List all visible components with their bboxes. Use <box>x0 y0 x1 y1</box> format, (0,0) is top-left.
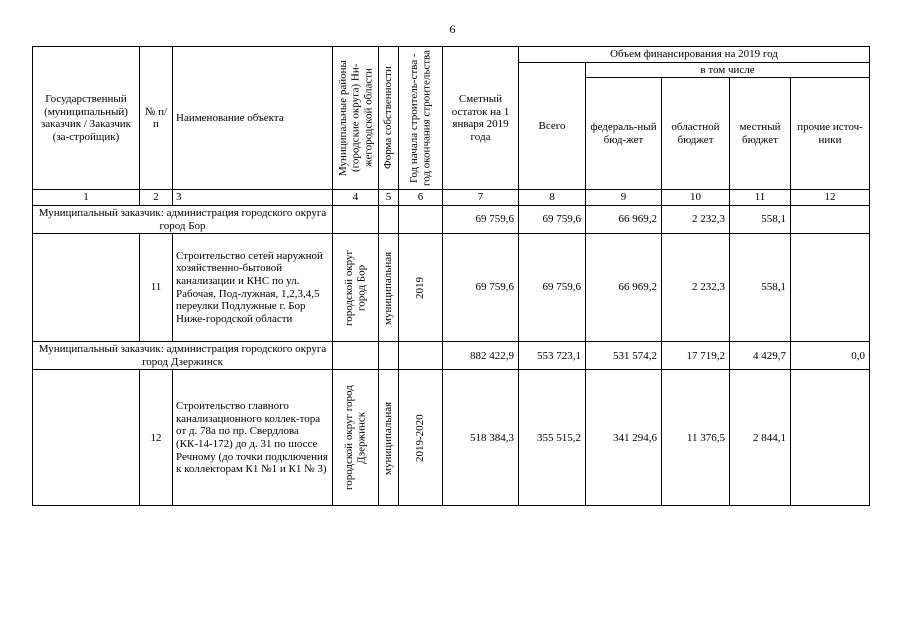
index-cell: 8 <box>519 190 586 206</box>
header-subgroup: в том числе <box>586 62 870 78</box>
total-cell: 69 759,6 <box>519 205 586 233</box>
federal-cell: 341 294,6 <box>586 370 662 506</box>
customer-cell: Муниципальный заказчик: администрация городского округа город Бор <box>33 205 333 233</box>
object-name-cell: Строительство главного канализационного коллек-тора от д. 78а по пр. Свердлова (КК-14-172) до д. 31 по шоссе Речному (до точки подключения к коллекторам К1 №1 и К1 № 3) <box>173 370 333 506</box>
local-cell: 558,1 <box>730 234 791 342</box>
estimate-cell: 882 422,9 <box>443 342 519 370</box>
header-other: прочие источ-ники <box>791 78 870 190</box>
federal-cell: 531 574,2 <box>586 342 662 370</box>
index-cell: 11 <box>730 190 791 206</box>
index-cell: 4 <box>333 190 379 206</box>
index-cell: 7 <box>443 190 519 206</box>
page-number: 6 <box>449 22 456 36</box>
number-cell: 11 <box>140 234 173 342</box>
table-row <box>33 205 870 233</box>
estimate-cell: 518 384,3 <box>443 370 519 506</box>
regional-cell: 17 719,2 <box>662 342 730 370</box>
table-row <box>33 234 870 342</box>
other-cell <box>791 234 870 342</box>
local-cell: 2 844,1 <box>730 370 791 506</box>
total-cell: 553 723,1 <box>519 342 586 370</box>
index-cell: 3 <box>173 190 333 206</box>
header-federal: федераль-ный бюд-жет <box>586 78 662 190</box>
header-estimate: Сметный остаток на 1 января 2019 года <box>443 47 519 190</box>
index-cell: 2 <box>140 190 173 206</box>
header-funding-group: Объем финансирования на 2019 год <box>519 47 870 63</box>
header-years: Год начала строитель-ства - год окончания строительства <box>399 47 443 190</box>
other-cell <box>791 370 870 506</box>
local-cell: 558,1 <box>730 205 791 233</box>
regional-cell: 2 232,3 <box>662 205 730 233</box>
district-cell: городской округ город Бор <box>333 234 379 342</box>
header-object-name: Наименование объекта <box>173 47 333 190</box>
table-row <box>33 342 870 370</box>
local-cell: 4 429,7 <box>730 342 791 370</box>
table-row <box>33 370 870 506</box>
financing-table <box>32 46 870 506</box>
ownership-cell: муниципальная <box>379 370 399 506</box>
customer-cell: Муниципальный заказчик: администрация городского округа город Дзержинск <box>33 342 333 370</box>
other-cell <box>791 205 870 233</box>
number-cell: 12 <box>140 370 173 506</box>
index-row <box>33 190 870 206</box>
header-regional: областной бюджет <box>662 78 730 190</box>
header-local: местный бюджет <box>730 78 791 190</box>
index-cell: 12 <box>791 190 870 206</box>
index-cell: 5 <box>379 190 399 206</box>
total-cell: 69 759,6 <box>519 234 586 342</box>
object-name-cell: Строительство сетей наружной хозяйственно-бытовой канализации и КНС по ул. Рабочая, Под-лужная, 1,2,3,4,5 переулки Подлужные г. Бор Ниже-городской области <box>173 234 333 342</box>
federal-cell: 66 969,2 <box>586 234 662 342</box>
years-cell: 2019-2020 <box>399 370 443 506</box>
header-district: Муниципальные районы (городские округа) Ни-жегородской области <box>333 47 379 190</box>
estimate-cell: 69 759,6 <box>443 234 519 342</box>
years-cell: 2019 <box>399 234 443 342</box>
index-cell: 10 <box>662 190 730 206</box>
federal-cell: 66 969,2 <box>586 205 662 233</box>
other-cell: 0,0 <box>791 342 870 370</box>
index-cell: 9 <box>586 190 662 206</box>
header-number: № п/п <box>140 47 173 190</box>
header-total: Всего <box>519 62 586 190</box>
ownership-cell: муниципальная <box>379 234 399 342</box>
district-cell: городской округ город Дзержинск <box>333 370 379 506</box>
regional-cell: 2 232,3 <box>662 234 730 342</box>
header-customer: Государственный (муниципальный) заказчик / Заказчик (за-стройщик) <box>33 47 140 190</box>
total-cell: 355 515,2 <box>519 370 586 506</box>
index-cell: 1 <box>33 190 140 206</box>
regional-cell: 11 376,5 <box>662 370 730 506</box>
estimate-cell: 69 759,6 <box>443 205 519 233</box>
header-ownership: Форма собственности <box>379 47 399 190</box>
index-cell: 6 <box>399 190 443 206</box>
